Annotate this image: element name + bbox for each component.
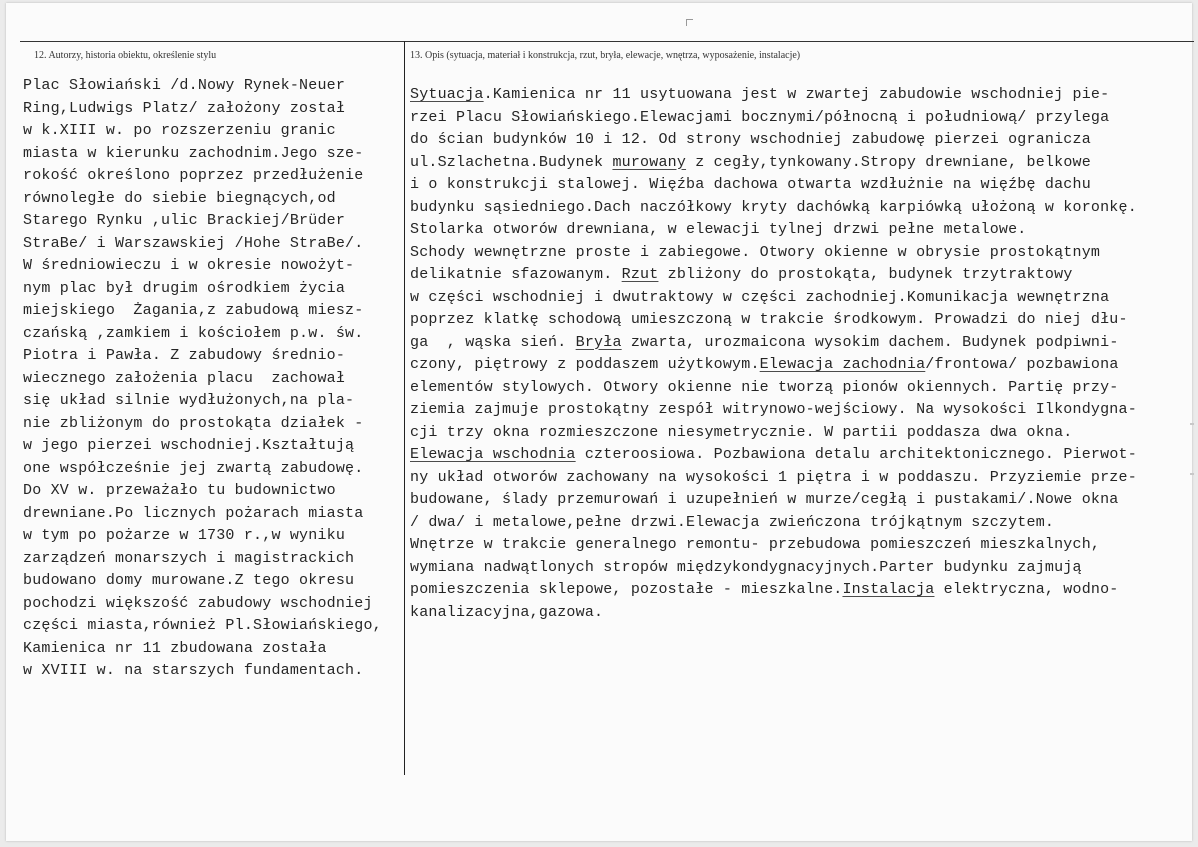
history-text-line: budowano domy murowane.Z tego okresu — [23, 572, 355, 589]
right-column-header: 13. Opis (sytuacja, materiał i konstrukcja, rzut, bryła, elewacje, wnętrza, wyposażenie, instalacje) — [410, 50, 801, 61]
column-divider — [404, 41, 405, 775]
section-heading: Instalacja — [842, 581, 935, 598]
description-text-line — [410, 377, 1137, 400]
text-run: kanalizacyjna,gazowa. — [410, 603, 604, 621]
history-text-line: nie zbliżonym do prostokąta działek - — [23, 414, 364, 432]
history-text-line: Starego Rynku ,ulic Brackiej/Brüder — [23, 212, 346, 229]
history-text-line: Piotra i Pawła. Z zabudowy średnio- — [23, 347, 346, 364]
text-run: .Kamienica nr 11 usytuowana jest w zwartej zabudowie wschodniej pie- — [483, 86, 1110, 103]
description-text-line — [410, 467, 1137, 490]
text-run: zbliżony do prostokąta, budynek trzytraktowy — [658, 266, 1073, 283]
section-heading: murowany — [612, 153, 687, 171]
description-text-line — [410, 174, 1137, 197]
description-text-line — [410, 512, 1137, 535]
description-text-line — [410, 602, 1137, 625]
history-text-line: równoległe do siebie biegnących,od — [23, 189, 336, 207]
description-text-line — [410, 332, 1137, 355]
description-text-line — [410, 444, 1137, 467]
history-text-line: w k.XIII w. po rozszerzeniu granic — [23, 122, 336, 139]
description-text-line — [410, 557, 1137, 580]
text-run: /frontowa/ pozbawiona — [925, 356, 1119, 373]
description-text-line — [410, 219, 1137, 242]
history-text-line: rokość określono poprzez przedłużenie — [23, 167, 364, 184]
text-run: rzei Placu Słowiańskiego.Elewacjami bocznymi/północną i południową/ przylega — [410, 108, 1110, 126]
history-text-line: zarządzeń monarszych i magistrackich — [23, 549, 355, 567]
description-text-line — [410, 354, 1137, 377]
history-text-line: w tym po pożarze w 1730 r.,w wyniku — [23, 527, 346, 544]
text-run: czony, piętrowy z poddaszem użytkowym. — [410, 356, 760, 373]
description-text-line — [410, 579, 1137, 602]
history-text-line: wiecznego założenia placu zachował — [23, 369, 346, 387]
history-text-line: StraBe/ i Warszawskiej /Hohe StraBe/. — [23, 234, 364, 252]
description-text-line — [410, 422, 1137, 445]
text-run: budynku sąsiedniego.Dach naczółkowy kryty dachówką karpiówką ułożoną w koronkę. — [410, 198, 1137, 216]
text-run: cji trzy okna rozmieszczone niesymetrycznie. W partii poddasza dwa okna. — [410, 423, 1073, 441]
history-text-line: Plac Słowiański /d.Nowy Rynek-Neuer — [23, 77, 346, 94]
section-heading: Elewacja zachodnia — [759, 356, 926, 373]
text-run: do ścian budynków 10 i 12. Od strony wschodniej zabudowę pierzei ogranicza — [410, 131, 1091, 148]
history-text-line: pochodzi większość zabudowy wschodniej — [23, 594, 373, 612]
text-run: budowane, ślady przemurowań i uzupełnień w murze/cegłą i pustakami/.Nowe okna — [410, 491, 1119, 508]
text-run: ul.Szlachetna.Budynek — [410, 153, 613, 171]
history-text-line: nym plac był drugim ośrodkiem życia — [23, 279, 346, 297]
history-text-line: części miasta,również Pl.Słowiańskiego, — [23, 617, 382, 634]
text-run: ny układ otworów zachowany na wysokości 1 piętra i w poddaszu. Przyziemie prze- — [410, 468, 1137, 486]
text-run: z cegły,tynkowany.Stropy drewniane, belkowe — [686, 153, 1091, 171]
history-text-line: one współcześnie jej zwartą zabudowę. — [23, 459, 364, 477]
text-run: w części wschodniej i dwutraktowy w części zachodniej.Komunikacja wewnętrzna — [410, 288, 1110, 306]
text-run: Wnętrze w trakcie generalnego remontu- przebudowa pomieszczeń mieszkalnych, — [410, 536, 1101, 553]
edge-mark — [1190, 473, 1194, 475]
text-run: elementów stylowych. Otwory okienne nie tworzą pionów okiennych. Partię przy- — [410, 378, 1119, 396]
text-run: delikatnie sfazowanym. — [410, 266, 622, 283]
text-run: Schody wewnętrzne proste i zabiegowe. Otwory okienne w obrysie prostokątnym — [410, 243, 1101, 261]
description-text-line — [410, 84, 1137, 107]
text-run: / dwa/ i metalowe,pełne drzwi.Elewacja zwieńczona trójkątnym szczytem. — [410, 513, 1055, 531]
description-text-line — [410, 309, 1137, 332]
text-run: pomieszczenia sklepowe, pozostałe - mieszkalne. — [410, 581, 843, 598]
text-run: czteroosiowa. Pozbawiona detalu architektonicznego. Pierwot- — [575, 446, 1137, 463]
text-run: ga , wąska sień. — [410, 333, 576, 351]
edge-mark — [1190, 423, 1194, 425]
text-run: wymiana nadwątlonych stropów międzykondygnacyjnych.Parter budynku zajmują — [410, 558, 1082, 576]
history-text-line: miasta w kierunku zachodnim.Jego sze- — [23, 144, 364, 162]
history-text-line: się układ silnie wydłużonych,na pla- — [23, 392, 355, 409]
left-column-header: 12. Autorzy, historia obiektu, określenie stylu — [34, 50, 217, 61]
description-text-line — [410, 399, 1137, 422]
document-sheet — [6, 3, 1192, 841]
description-text-line — [410, 197, 1137, 220]
history-text-column — [23, 75, 382, 683]
description-text-line — [410, 534, 1137, 557]
printer-corner-mark — [686, 19, 693, 26]
text-run: Stolarka otworów drewniana, w elewacji tylnej drzwi pełne metalowe. — [410, 221, 1027, 238]
text-run: i o konstrukcji stalowej. Więźba dachowa otwarta wzdłużnie na więźbę dachu — [410, 176, 1091, 193]
description-text-column — [410, 84, 1137, 624]
section-heading: Bryła — [575, 333, 622, 351]
text-run: poprzez klatkę schodową umieszczoną w trakcie środkowym. Prowadzi do niej dłu- — [410, 311, 1128, 328]
text-run: elektryczna, wodno- — [934, 581, 1119, 598]
description-text-line — [410, 107, 1137, 130]
description-text-line — [410, 242, 1137, 265]
history-text-line: Do XV w. przeważało tu budownictwo — [23, 482, 336, 499]
section-heading: Rzut — [621, 266, 659, 283]
history-text-line: w jego pierzei wschodniej.Kształtują — [23, 437, 355, 454]
text-run: zwarta, urozmaicona wysokim dachem. Budynek podpiwni- — [621, 333, 1119, 351]
history-text-line: Kamienica nr 11 zbudowana została — [23, 639, 327, 657]
description-text-line — [410, 264, 1137, 287]
section-heading: Elewacja wschodnia — [410, 446, 576, 463]
description-text-line — [410, 489, 1137, 512]
history-text-line: miejskiego Żagania,z zabudową miesz- — [23, 302, 364, 319]
description-text-line — [410, 129, 1137, 152]
description-text-line — [410, 152, 1137, 175]
section-heading: Sytuacja — [410, 86, 484, 103]
history-text-line: drewniane.Po licznych pożarach miasta — [23, 504, 364, 522]
text-run: ziemia zajmuje prostokątny zespół witrynowo-wejściowy. Na wysokości Ilkondygna- — [410, 401, 1137, 418]
history-text-line: czańską ,zamkiem i kościołem p.w. św. — [23, 324, 364, 342]
history-text-line: Ring,Ludwigs Platz/ założony został — [23, 99, 346, 117]
description-text-line — [410, 287, 1137, 310]
header-divider — [20, 41, 1194, 42]
history-text-line: w XVIII w. na starszych fundamentach. — [23, 662, 364, 679]
history-text-line: W średniowieczu i w okresie nowożyt- — [23, 257, 355, 274]
